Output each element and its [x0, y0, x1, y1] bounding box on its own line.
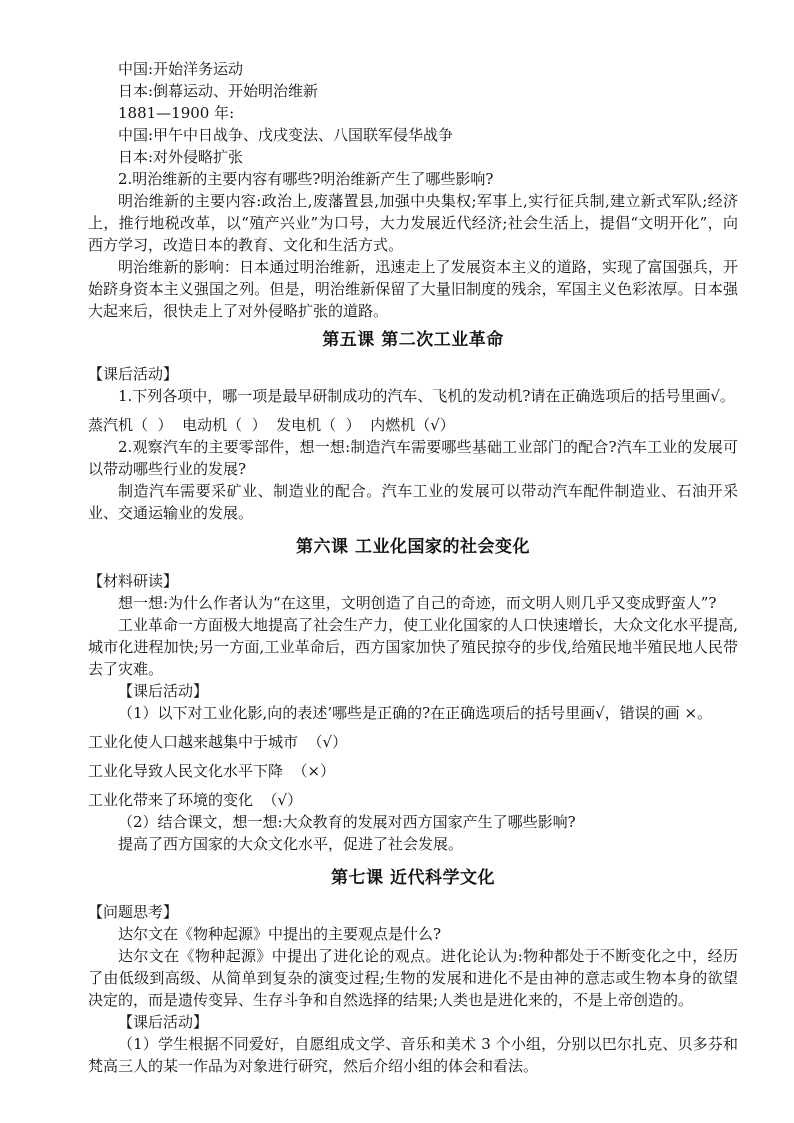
question-1: 1.下列各项中，哪一项是最早研制成功的汽车、飞机的发动机?请在正确选项后的括号里画√。 — [118, 387, 735, 405]
statement-2: 工业化导致人民文化水平下降 （×） — [88, 762, 336, 780]
answer-darwin: 达尔文在《物种起源》中提出了进化论的观点。进化论认为:物种都处于不断变化之中，经历了由低级到高级、从简单到复杂的演变过程;生物的发展和进化不是由神的意志或生物本身的欲望决定的，而是遗传变异、生存斗争和自然选择的结果;人类也是进化来的，不是上帝创造的。 — [88, 947, 738, 1009]
lesson7-title: 第七课 近代科学文化 — [331, 868, 495, 888]
statement-3: 工业化带来了环境的变化 （√） — [88, 791, 303, 809]
question-2: 2.观察汽车的主要零部件，想一想:制造汽车需要哪些基础工业部门的配合?汽车工业的发展可以带动哪些行业的发展? — [88, 438, 738, 478]
paragraph-meiji-content: 明治维新的主要内容:政治上,废藩置县,加强中央集权;军事上,实行征兵制,建立新式军队;经济上，推行地税改革，以“殖产兴业”为口号，大力发展近代经济;社会生活上，提倡“文明开化”，向西方学习，改造日本的教育、文化和生活方式。 — [88, 192, 738, 254]
answer-options: 蒸汽机（ ） 电动机（ ） 发电机（ ） 内燃机（√） — [88, 416, 455, 434]
lesson6-title: 第六课 工业化国家的社会变化 — [296, 537, 530, 557]
section-label: 【课后活动】 — [118, 1013, 209, 1031]
question-2: 2.明治维新的主要内容有哪些?明治维新产生了哪些影响? — [118, 170, 494, 188]
document-page — [88, 58, 738, 1077]
paragraph-meiji-influence: 明治维新的影响：日本通过明治维新，迅速走上了发展资本主义的道路，实现了富国强兵，开始跻身资本主义强国之列。但是，明治维新保留了大量旧制度的残余，军国主义色彩浓厚。日本强大起来后，很快走上了对外侵略扩张的道路。 — [88, 258, 738, 320]
question-think: 想一想:为什么作者认为“在这里，文明创造了自己的奇迹，而文明人则几乎又变成野蛮人”? — [118, 594, 717, 612]
text-line: 日本:倒幕运动、开始明治维新 — [118, 82, 319, 100]
question-2: （2）结合课文，想一想:大众教育的发展对西方国家产生了哪些影响? — [118, 813, 576, 831]
text-line: 中国:开始洋务运动 — [118, 60, 244, 78]
section-label: 【课后活动】 — [118, 682, 209, 700]
text-line: 1881—1900 年: — [118, 104, 235, 122]
statement-1: 工业化使人口越来越集中于城市 （√） — [88, 733, 348, 751]
section-label: 【问题思考】 — [88, 903, 179, 921]
question-1: （1）以下对工业化影,向的表述’哪些是正确的?在正确选项后的括号里画√，错误的画 ×。 — [118, 704, 713, 722]
text-line: 日本:对外侵略扩张 — [118, 148, 244, 166]
question-1: （1）学生根据不同爱好，自愿组成文学、音乐和美术 3 个小组，分别以巴尔扎克、贝多芬和梵高三人的某一作品为对象进行研究，然后介绍小组的体会和看法。 — [88, 1035, 738, 1075]
lesson5-title: 第五课 第二次工业革命 — [322, 330, 504, 350]
answer-2: 制造汽车需要采矿业、制造业的配合。汽车工业的发展可以带动汽车配件制造业、石油开采业、交通运输业的发展。 — [88, 482, 738, 522]
section-label: 【材料研读】 — [88, 572, 179, 590]
answer-2: 提高了西方国家的大众文化水平，促进了社会发展。 — [118, 835, 464, 853]
section-label: 【课后活动】 — [88, 365, 179, 383]
question-darwin: 达尔文在《物种起源》中提出的主要观点是什么? — [118, 925, 442, 943]
answer-think: 工业革命一方面极大地提高了社会生产力，使工业化国家的人口快速增长，大众文化水平提高,城市化进程加快;另一方面,工业革命后，西方国家加快了殖民掠夺的步伐,给殖民地半殖民地人民带去了灾难。 — [88, 616, 738, 678]
text-line: 中国:甲午中日战争、戊戌变法、八国联军侵华战争 — [118, 126, 454, 144]
